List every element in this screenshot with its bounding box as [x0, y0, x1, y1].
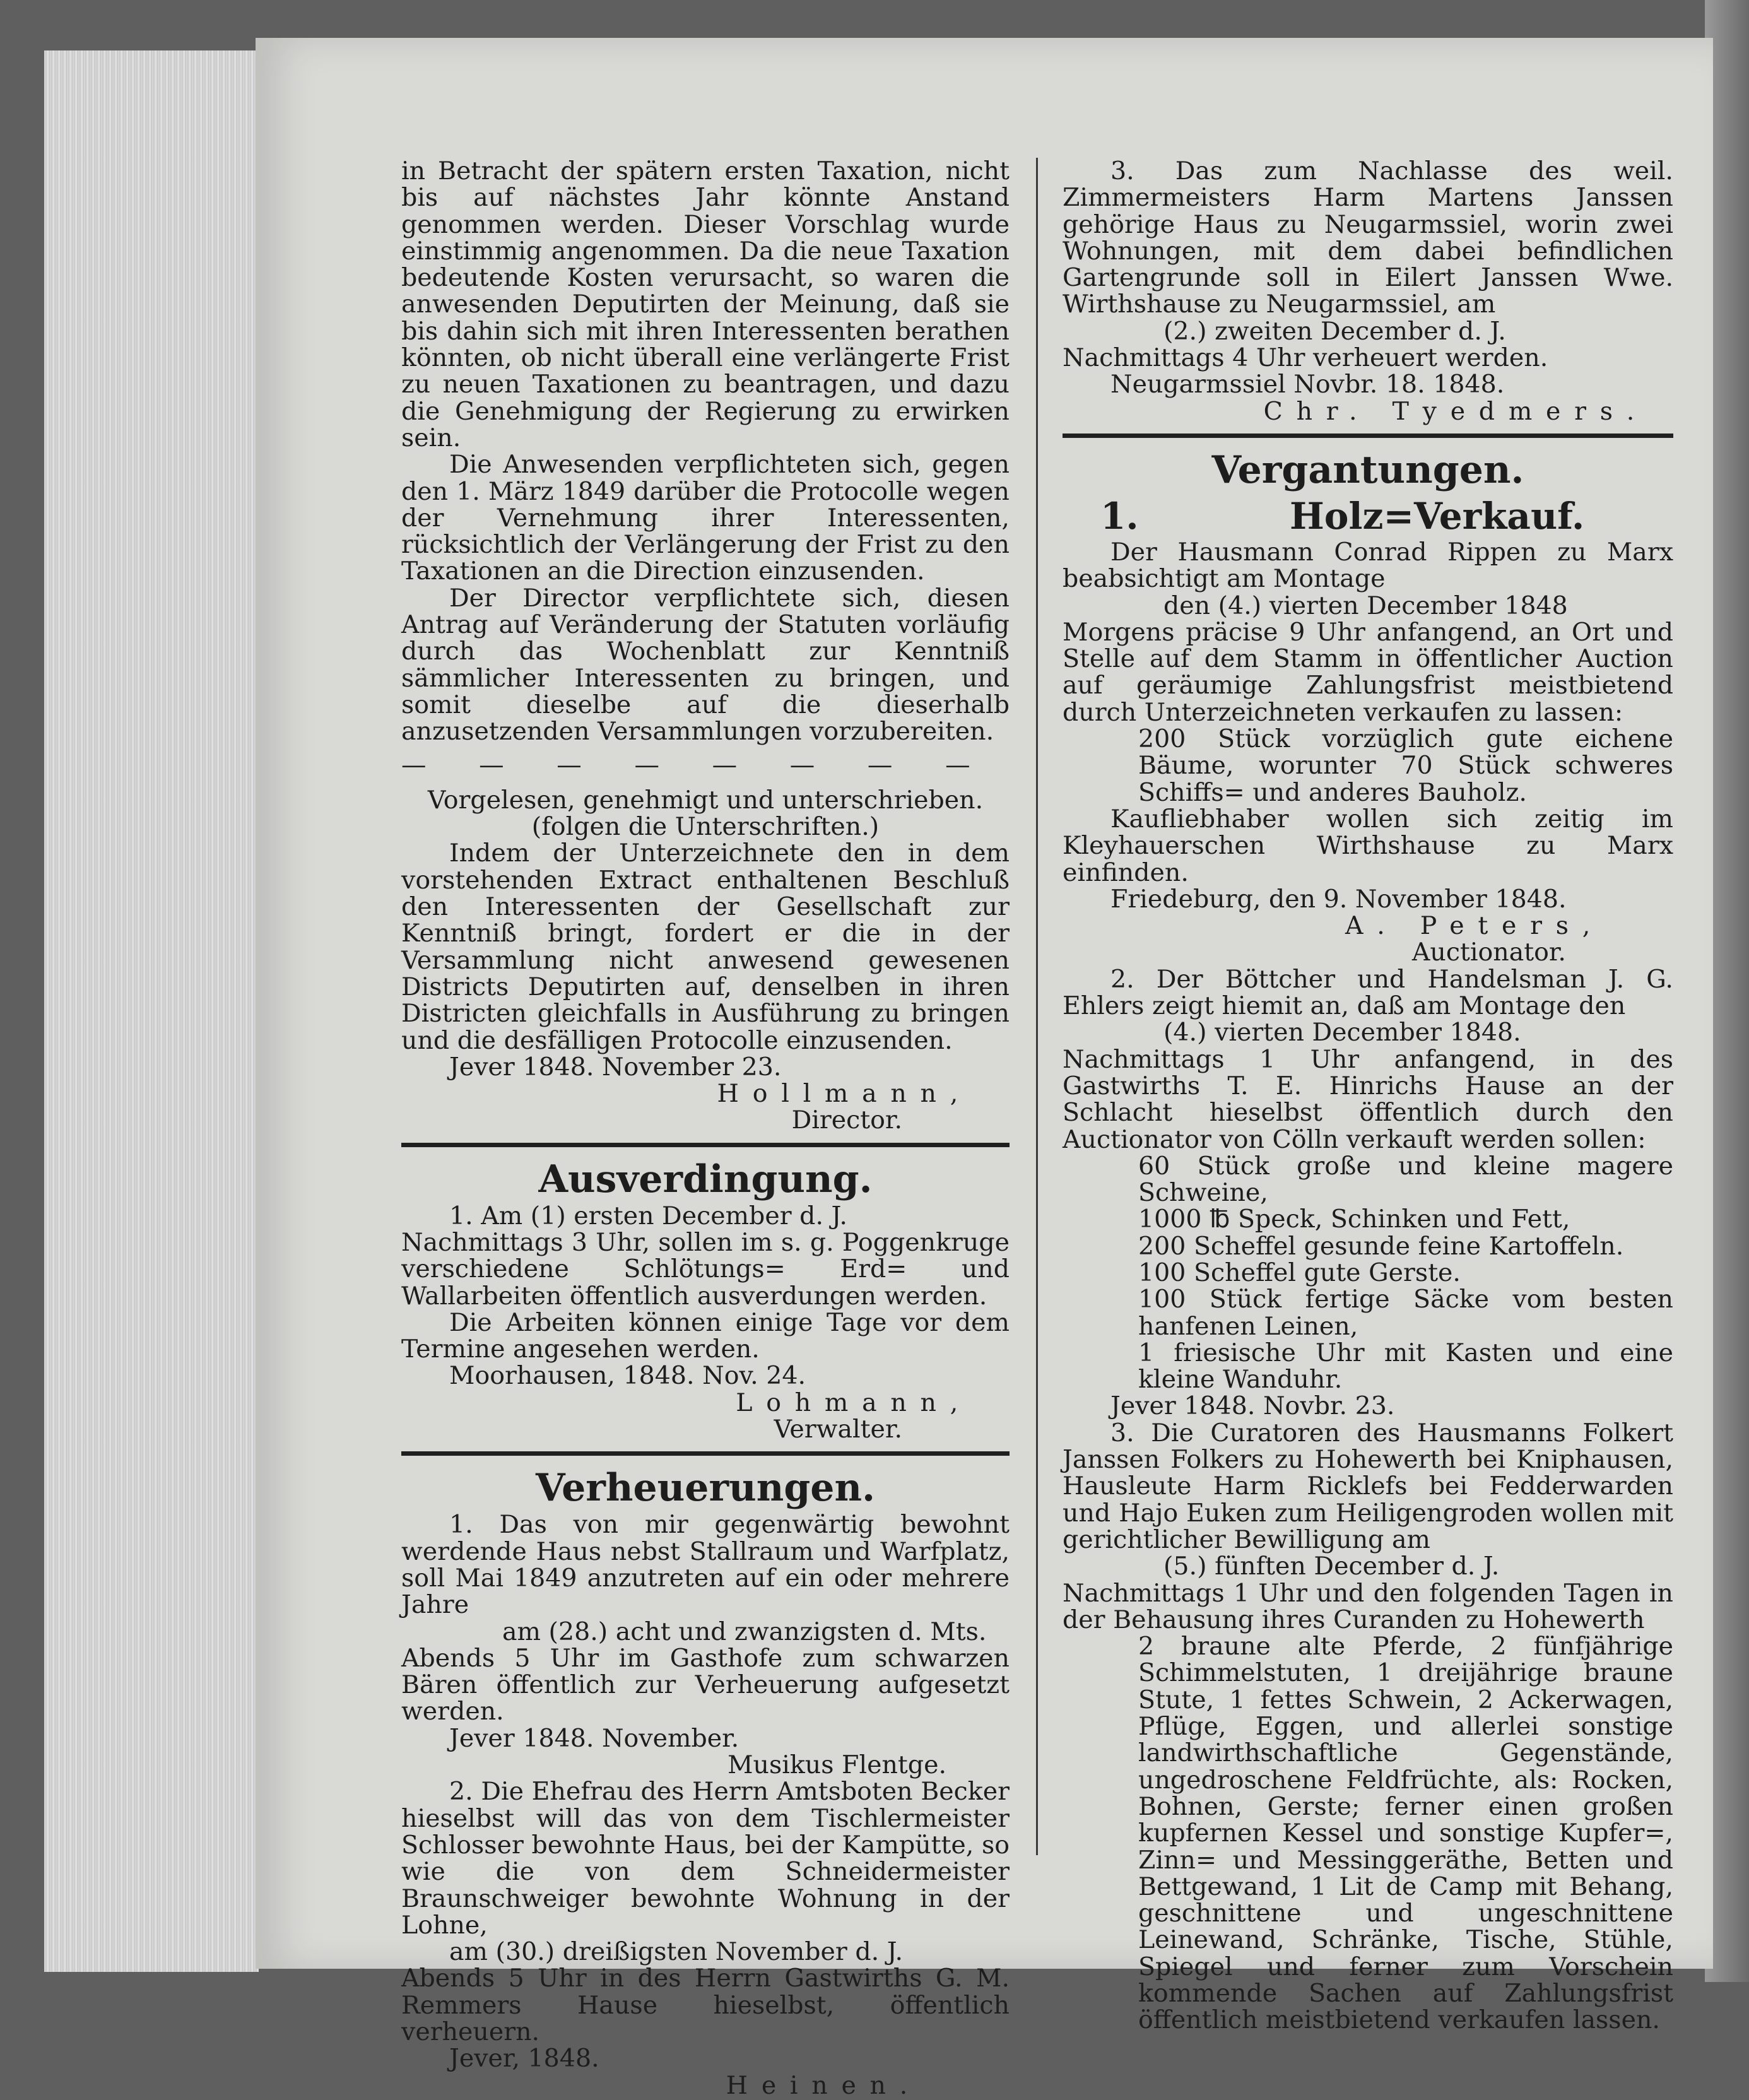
notice-paragraph: Kaufliebhaber wollen sich zeitig im Kleyhauerschen Wirthshause zu Marx einfinden.: [1063, 804, 1673, 887]
date-line: am (28.) acht und zwanzigsten d. Mts.: [502, 1617, 987, 1646]
notice-paragraph: Nachmittags 3 Uhr, sollen im s. g. Poggenkruge verschiedene Schlötungs= Erd= und Wallarbeiten öffentlich ausverdungen werden.: [401, 1227, 1010, 1311]
column-divider: [1036, 158, 1038, 1855]
right-column: [1063, 158, 1673, 2034]
date-line: (2.) zweiten December d. J.: [1163, 316, 1506, 346]
signature-name: A. Peters,: [1345, 911, 1604, 941]
date-line: den (4.) vierten December 1848: [1163, 591, 1568, 620]
signature-title: Auctionator.: [1411, 938, 1566, 967]
intro-paragraph: Der Director verpflichtete sich, diesen Antrag auf Veränderung der Statuten vorläufig durch das Wochenblatt zur Kenntniß sämmlicher Interessenten zu bringen, und somit dieselbe auf die dieserhalb anzusetzenden Versammlungen vorzubereiten.: [401, 583, 1010, 746]
notice-paragraph: Die Arbeiten können einige Tage vor dem Termine angesehen werden.: [401, 1307, 1010, 1364]
item-list: 2 braune alte Pferde, 2 fünfjährige Schimmelstuten, 1 dreijährige braune Stute, 1 fettes Schwein, 2 Ackerwagen, Pflüge, Eggen, und allerlei sonstige landwirthschaftliche Gegenstände, ungedroschene Feldfrüchte, als: Rocken, Bohnen, Gerste; ferner einen großen kupfernen Kessel und sonstige Kupfer=, Zinn= und Messinggeräthe, Betten und Bettgewand, 1 Lit de Camp mit Behang, geschnittene und ungeschnittene Leinewand, Schränke, Tische, Stühle, Spiegel und ferner zum Vorschein kommende Sachen auf Zahlungsfrist öffentlich meistbietend verkaufen lassen.: [1138, 1632, 1673, 2035]
signature-name: Lohmann,: [736, 1388, 972, 1417]
signature-name: Chr. Tyedmers.: [1263, 396, 1648, 426]
list-item: 1 friesische Uhr mit Kasten und eine kleine Wanduhr.: [1138, 1338, 1673, 1395]
notice-line: Nachmittags 4 Uhr verheuert werden.: [1063, 343, 1548, 373]
item-list: 200 Stück vorzüglich gute eichene Bäume, worunter 70 Stück schweres Schiffs= und anderes Bauholz.: [1138, 724, 1673, 807]
list-item: 1000 ℔ Speck, Schinken und Fett,: [1138, 1205, 1570, 1234]
place-line: Neugarmssiel Novbr. 18. 1848.: [1110, 370, 1505, 399]
dash-separator: — — — — — — — —: [401, 750, 993, 779]
place-line: Jever, 1848.: [449, 2044, 599, 2073]
intro-paragraph: in Betracht der spätern ersten Taxation, nicht bis auf nächstes Jahr könnte Anstand genommen werden. Dieser Vorschlag wurde einstimmig angenommen. Da die neue Taxation bedeutende Kosten verursacht, so waren die anwesenden Deputirten der Meinung, daß sie bis dahin sich mit ihren Interessenten berathen könnten, ob nicht überall eine verlängerte Frist zu neuen Taxationen zu beantragen, und dazu die Genehmigung der Regierung zu erwirken sein.: [401, 156, 1010, 452]
date-line: am (30.) dreißigsten November d. J.: [449, 1937, 904, 1967]
left-column: [401, 158, 1010, 2099]
notice-paragraph: Abends 5 Uhr im Gasthofe zum schwarzen Bären öffentlich zur Verheuerung aufgesetzt werden.: [401, 1643, 1010, 1726]
notice-paragraph: Abends 5 Uhr in des Herrn Gastwirths G. M. Remmers Hause hieselbst, öffentlich verheuern.: [401, 1964, 1010, 2046]
notice-paragraph: 2. Der Böttcher und Handelsman J. G. Ehlers zeigt hiemit an, daß am Montage den: [1063, 964, 1673, 1021]
signature-title: Director.: [791, 1106, 902, 1135]
date-line: (4.) vierten December 1848.: [1163, 1018, 1521, 1047]
notice-paragraph: Morgens präcise 9 Uhr anfangend, an Ort und Stelle auf dem Stamm in öffentlicher Auction auf geräumige Zahlungsfrist meistbietend durch Unterzeichneten verkaufen zu lassen:: [1063, 617, 1673, 727]
signature-name: Musikus Flentge.: [727, 1750, 946, 1780]
signature-name: Hollmann,: [717, 1079, 972, 1109]
book-page-edges: [44, 50, 259, 1972]
notice-paragraph: 2. Die Ehefrau des Herrn Amtsboten Becker hieselbst will das von dem Tischlermeister Schlosser bewohnte Haus, bei der Kampütte, so wie die von dem Schneidermeister Braunschweiger bewohnte Wohnung in der Lohne,: [401, 1777, 1010, 1940]
section-rule: [401, 1143, 1010, 1147]
date-line: Jever 1848. November 23.: [449, 1052, 782, 1082]
signature-name: Heinen.: [726, 2070, 921, 2100]
list-item: 60 Stück große und kleine magere Schweine,: [1138, 1151, 1673, 1208]
list-item: 100 Scheffel gute Gerste.: [1138, 1258, 1461, 1287]
notice-paragraph: 1. Das von mir gegenwärtig bewohnt werdende Haus nebst Stallraum und Warfplatz, soll Mai 1849 anzutreten auf ein oder mehrere Jahre: [401, 1510, 1010, 1620]
body-paragraph: Indem der Unterzeichnete den in dem vorstehenden Extract enthaltenen Beschluß den Interessenten der Gesellschaft zur Kenntniß bringt, fordert er die in der Versammlung nicht anwesend gewesenen Districts Deputirten auf, denselben in ihren Districten gleichfalls in Ausführung zu bringen und die desfälligen Protocolle einzusenden.: [401, 839, 1010, 1055]
section-heading: Verheuerungen.: [536, 1466, 875, 1511]
signature-title: Verwalter.: [774, 1415, 902, 1444]
intro-paragraph: Die Anwesenden verpflichteten sich, gegen den 1. März 1849 darüber die Protocolle wegen der Vernehmung ihrer Interessenten, rücksichtlich der Verlängerung der Frist zu den Taxationen an die Direction einzusenden.: [401, 450, 1010, 586]
read-line: Vorgelesen, genehmigt und unterschrieben.: [427, 785, 984, 815]
section-heading: Ausverdingung.: [538, 1157, 873, 1201]
section-rule: [1063, 434, 1673, 438]
date-line: (5.) fünften December d. J.: [1163, 1552, 1500, 1581]
section-rule: [401, 1451, 1010, 1456]
list-item: 100 Stück fertige Säcke vom besten hanfenen Leinen,: [1138, 1285, 1673, 1341]
place-line: Jever 1848. Novbr. 23.: [1110, 1391, 1395, 1421]
notice-paragraph: 3. Die Curatoren des Hausmanns Folkert Janssen Folkers zu Hohewerth bei Kniphausen, Hausleute Harm Ricklefs bei Fedderwarden und Hajo Euken zum Heiligengroden wollen mit gerichtlicher Bewilligung am: [1063, 1418, 1673, 1554]
notice-line: 1. Am (1) ersten December d. J.: [449, 1201, 847, 1230]
list-item: 200 Scheffel gesunde feine Kartoffeln.: [1138, 1231, 1624, 1261]
signatures-line: (folgen die Unterschriften.): [531, 812, 880, 842]
notice-paragraph: Nachmittags 1 Uhr und den folgenden Tagen in der Behausung ihres Curanden zu Hohewerth: [1063, 1578, 1673, 1634]
subsection-heading: [1063, 493, 1673, 539]
subsection-number: 1.: [1100, 494, 1139, 538]
notice-paragraph: 3. Das zum Nachlasse des weil. Zimmermeisters Harm Martens Janssen gehörige Haus zu Neugarmssiel, worin zwei Wohnungen, mit dem dabei befindlichen Gartengrunde soll in Eilert Janssen Wwe. Wirthshause zu Neugarmssiel, am: [1063, 156, 1673, 319]
place-line: Friedeburg, den 9. November 1848.: [1110, 884, 1567, 914]
date-line: Moorhausen, 1848. Nov. 24.: [449, 1361, 806, 1391]
subsection-title: Holz=Verkauf.: [1290, 494, 1585, 538]
notice-paragraph: Nachmittags 1 Uhr anfangend, in des Gastwirths T. E. Hinrichs Hause an der Schlacht hieselbst öffentlich durch den Auctionator von Cölln verkauft werden sollen:: [1063, 1044, 1673, 1154]
section-heading: Vergantungen.: [1211, 447, 1524, 492]
place-line: Jever 1848. November.: [449, 1723, 739, 1753]
notice-paragraph: Der Hausmann Conrad Rippen zu Marx beabsichtigt am Montage: [1063, 537, 1673, 594]
